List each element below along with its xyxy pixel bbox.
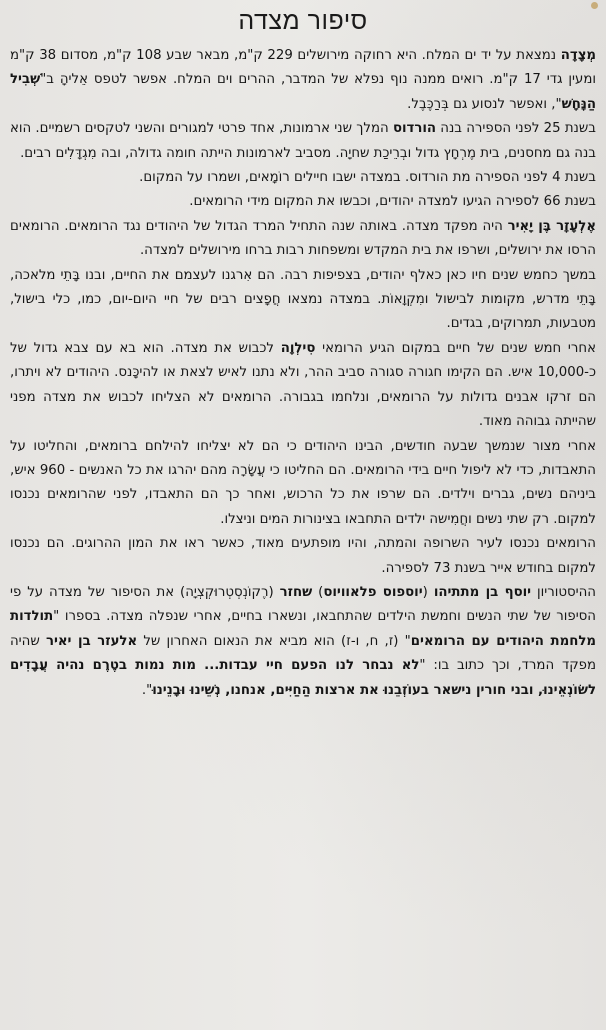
paragraph-text: ) [312,584,324,600]
paragraph-text: הרומאים נכנסו לעיר השרופה והמתה, והיו מופתעים מאוד, כאשר ראו את המון ההרוגים. הם נכנסו למקום בחודש אייר בשנת 73 לספירה. [10,536,596,576]
article-paragraph [10,215,596,264]
bold-text: שחזר [279,584,313,600]
article-body [10,44,596,703]
paragraph-text: בשנת 25 לפני הספירה בנה [436,121,596,137]
bold-text: תולדות מלחמת היהודים עם הרומאים [10,609,597,649]
article-paragraph [10,117,596,166]
paragraph-text: היה מפקד מצדה. באותה שנה התחיל המרד הגדול של היהודים נגד הרומאים. הרומאים הרסו את ירושלים, ושרפו את בית המקדש ומשפחות רבות ברחו מירושלים למצדה. [10,218,596,259]
bold-text: סִילְוָה [280,340,316,356]
paragraph-text: אחרי חמש שנים של חיים במקום הגיע הרומאי [315,340,596,356]
bold-text: לא נבחר לנו הפעם חיי עבדות... מות נמות בטֶרֶם נהיה עֲבָדִים לשׂוֹנְאֵינוּ, ובני חורין נישאר בעוֹזְבֵנוּ את ארצות הַחַיִּים, אנחנו, נְשֵׁינוּ וּבָנֵינוּ [10,658,596,698]
paragraph-text: במשך כחמש שנים חיו כאן כאלף יהודים, בצפיפות רבה. הם אִרגנו לעצמם את החיים, ובנו בָּתֵי מלאכה, בָּתֵי מדרש, מקומות לבישול ומִקְוָאוֹת. במצדה נמצאו חֲפָצים רבים של חיי היום-יום, כמו, כלי בישול, מטבעות, תמרוקים, בגדים. [10,267,596,332]
paragraph-text: נמצאת על יד ים המלח. היא רחוקה מירושלים 229 ק"מ, מבאר שבע 108 ק"מ, מסדום 38 ק"מ ומעין גדי 17 ק"מ. רואים ממנה נוף נפלא של המדבר, ההרים וים המלח. אפשר לטפס אֵליהָ ב" [10,48,596,88]
article-paragraph [10,337,596,435]
article-paragraph [10,435,596,533]
article-paragraph [10,532,596,581]
paragraph-text: ", ואפשר לנסוע גם בְּרַכֶּבֶל. [407,96,562,112]
bold-text: אלעזר בן יאיר [45,633,138,649]
bold-text: אֶלְעָזָר בֶּן יָאִיר [507,218,596,234]
article-paragraph [10,44,596,117]
page-corner-mark [591,2,598,9]
bold-text: יוספוס פלאוויוס [323,584,423,600]
paragraph-text: " (ז, ח, ו-ז) הוא מביא את הנאום האחרון של [137,633,411,649]
paragraph-text: לכבוש את מצדה. הוא בא עם צבא גדול של כ-10,000 איש. הם הקימו חגורה סגורה סביב ההר, ולא נתנו לאיש לצאת או להיכָּנס. היהודים לא ויתרו, הם זרקו אבנים גדולות על הרומאים, ונלחמו בגבורה. הרומאים לא הצליחו לכבוש את מצדה מפני שהייתה גבוהה מאוד. [10,340,596,430]
article-paragraph [10,581,596,703]
bold-text: מְצָדָה [560,48,597,63]
paragraph-text: אחרי מצור שנמשך שבעה חודשים, הבינו היהודים כי הם לא יצליחו להילחם ברומאים, והחליטו על התאבדות, כדי לא ליפול חיים בידי הרומאים. הם החליטו כי עֲשָׂרָה מהם יהרגו את כל האנשים - 960 איש, ביניהם נשים, גברים וילדים. הם שרפו את כל הרכוש, ואחר כך הם התאבדו, לפני שהרומאים נכנסו למקום. רק שתי נשים וחֲמִישה ילדים התחבאו בצינורות המים וניצלו. [10,438,596,527]
paragraph-text: שהיה מפקד המרד, וכך כתוב בו: " [10,633,596,674]
paragraph-text: בשנת 4 לפני הספירה מת הורדוס. במצדה ישבו חיילים רוֹמָאים, ושמרו על המקום. [139,170,596,186]
bold-text: יוסף בן מתתיהו [433,584,532,600]
bold-text: הורדוס [392,121,437,137]
paragraph-text: (רֶקוֹנְסְטְרוּקְצְיָה) את הסיפור של מצדה על פי הסיפור של שתי הנשים וחמשת הילדים שהתחבאו, ונשארו בחיים, אחרי שנפלה מצדה. בספרו " [10,584,596,625]
paragraph-text: המלך שני ארמונות, אחד פרטי למגורים והשני לטקסים רשמיים. הוא בנה גם מחסנים, בית מֶרְחָץ גדול ובְרֵיכַת שחיָה. מסביב לארמונות הייתה חומה גדולה, ובה מִגְדָּלִים רבים. [10,121,596,161]
paragraph-text: ". [141,682,153,698]
paragraph-text: בשנת 66 לספירה הגיעו למצדה יהודים, וכבשו את המקום מידי הרומאים. [189,194,596,210]
article-paragraph [10,264,596,337]
paragraph-text: ההיסטוריון [531,584,596,600]
paragraph-text: ( [422,584,434,600]
article-paragraph [10,166,596,190]
page-title: סיפור מצדה [238,7,368,35]
bold-text: שְׁבִיל הַנָּחָשׁ [10,72,596,112]
article-paragraph [10,190,596,214]
